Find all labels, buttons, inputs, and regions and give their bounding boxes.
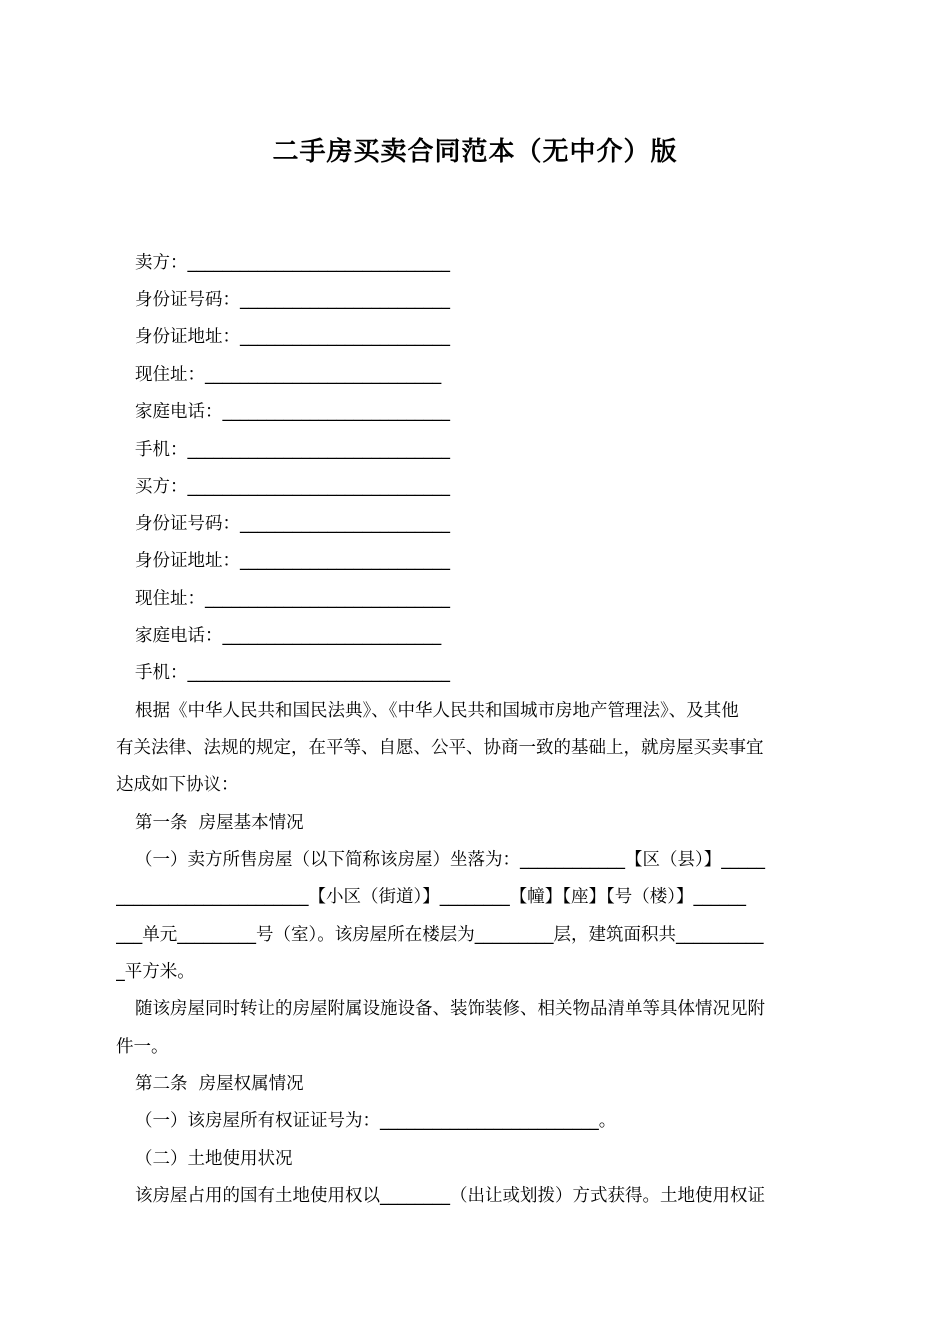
buyer-current-address-line: 现住址：____________________________ xyxy=(135,589,450,609)
land-use-heading: （二）土地使用状况 xyxy=(135,1149,293,1169)
seller-home-phone-line: 家庭电话：__________________________ xyxy=(135,402,450,422)
seller-id-address-line: 身份证地址：________________________ xyxy=(135,327,450,347)
buyer-id-number-line: 身份证号码：________________________ xyxy=(135,514,450,534)
preamble-line-2: 有关法律、法规的规定，在平等、自愿、公平、协商一致的基础上，就房屋买卖事宜 xyxy=(116,738,764,758)
seller-id-number-line: 身份证号码：________________________ xyxy=(135,290,450,310)
buyer-id-address-line: 身份证地址：________________________ xyxy=(135,551,450,571)
article-1-clause-1-line-3: ___单元_________号（室）。该房屋所在楼层为_________层，建筑面积共__________ xyxy=(116,925,764,945)
attached-facilities-line-1: 随该房屋同时转让的房屋附属设施设备、装饰装修、相关物品清单等具体情况见附 xyxy=(135,999,765,1019)
buyer-home-phone-line: 家庭电话：_________________________ xyxy=(135,626,442,646)
article-2-heading: 第二条 房屋权属情况 xyxy=(135,1074,304,1094)
article-1-clause-1-line-2: ______________________【小区（街道）】________【幢】【座】【号（楼）】______ xyxy=(116,887,746,907)
ownership-certificate-line: （一）该房屋所有权证证号为：_________________________。 xyxy=(135,1111,617,1131)
seller-name-line: 卖方：______________________________ xyxy=(135,253,450,273)
buyer-mobile-line: 手机：______________________________ xyxy=(135,663,450,683)
land-use-line: 该房屋占用的国有土地使用权以________（出让或划拨）方式获得。土地使用权证 xyxy=(135,1186,765,1206)
article-1-heading: 第一条 房屋基本情况 xyxy=(135,813,304,833)
buyer-name-line: 买方：______________________________ xyxy=(135,477,450,497)
preamble-line-3: 达成如下协议： xyxy=(116,775,239,795)
seller-mobile-line: 手机：______________________________ xyxy=(135,440,450,460)
article-1-clause-1-line-1: （一）卖方所售房屋（以下简称该房屋）坐落为：____________【区（县）】_____ xyxy=(135,850,765,870)
preamble-line-1: 根据《中华人民共和国民法典》、《中华人民共和国城市房地产管理法》、及其他 xyxy=(135,701,739,721)
document-title: 二手房买卖合同范本（无中介）版 xyxy=(272,137,678,167)
attached-facilities-line-2: 件一。 xyxy=(116,1037,169,1057)
seller-current-address-line: 现住址：___________________________ xyxy=(135,365,442,385)
article-1-clause-1-line-4: _平方米。 xyxy=(116,962,195,982)
